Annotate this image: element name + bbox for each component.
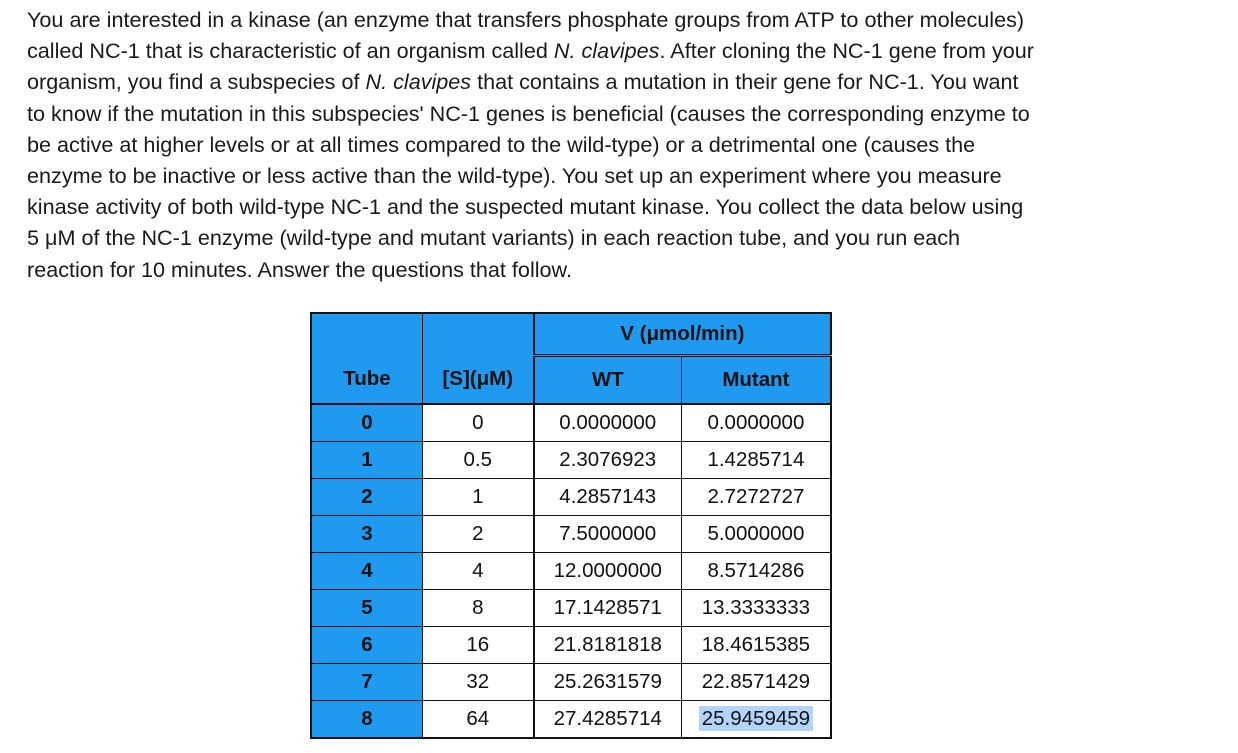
question-text: kinase activity of both wild-type NC-1 and the suspected mutant kinase. You collect the data below using bbox=[27, 194, 1024, 220]
mutant-velocity-cell: 1.4285714 bbox=[681, 442, 831, 479]
table-row bbox=[311, 479, 831, 516]
wt-velocity-cell: 12.0000000 bbox=[534, 553, 682, 590]
tube-cell: 4 bbox=[311, 553, 422, 590]
table-row bbox=[311, 442, 831, 479]
question-paragraph bbox=[27, 4, 1222, 285]
wt-velocity-cell: 21.8181818 bbox=[534, 627, 682, 664]
question-line bbox=[27, 160, 1222, 191]
table-row bbox=[311, 590, 831, 627]
mutant-velocity-cell: 13.3333333 bbox=[681, 590, 831, 627]
question-line bbox=[27, 98, 1222, 129]
question-text: organism, you find a subspecies of bbox=[27, 69, 366, 95]
tube-cell: 3 bbox=[311, 516, 422, 553]
substrate-cell: 8 bbox=[422, 590, 533, 627]
question-line bbox=[27, 129, 1222, 160]
mutant-velocity-cell: 5.0000000 bbox=[681, 516, 831, 553]
mutant-velocity-cell bbox=[681, 701, 831, 739]
question-text: 5 μM of the NC-1 enzyme (wild-type and mutant variants) in each reaction tube, and you run each bbox=[27, 225, 961, 251]
substrate-cell: 0 bbox=[422, 404, 533, 442]
table-row bbox=[311, 701, 831, 739]
question-line bbox=[27, 66, 1222, 97]
tube-cell: 8 bbox=[311, 701, 422, 739]
table-row bbox=[311, 664, 831, 701]
question-line bbox=[27, 191, 1222, 222]
table-row bbox=[311, 627, 831, 664]
question-line bbox=[27, 4, 1222, 35]
question-text: reaction for 10 minutes. Answer the questions that follow. bbox=[27, 256, 572, 282]
tube-header: Tube bbox=[311, 356, 422, 405]
species-name: N. clavipes bbox=[553, 38, 660, 64]
mutant-velocity-cell: 18.4615385 bbox=[681, 627, 831, 664]
question-text: that contains a mutation in their gene for NC-1. You want bbox=[471, 69, 1019, 95]
wt-velocity-cell: 2.3076923 bbox=[534, 442, 682, 479]
species-name: N. clavipes bbox=[365, 69, 472, 95]
question-line bbox=[27, 254, 1222, 285]
mutant-velocity-cell: 0.0000000 bbox=[681, 404, 831, 442]
question-text: . After cloning the NC-1 gene from your bbox=[659, 38, 1034, 64]
table-row bbox=[311, 516, 831, 553]
question-text: to know if the mutation in this subspecies' NC-1 genes is beneficial (causes the corresponding enzyme to bbox=[27, 100, 1030, 126]
mutant-velocity-cell: 22.8571429 bbox=[681, 664, 831, 701]
wt-velocity-cell: 25.2631579 bbox=[534, 664, 682, 701]
tube-cell: 2 bbox=[311, 479, 422, 516]
question-text: called NC-1 that is characteristic of an organism called bbox=[27, 38, 554, 64]
substrate-cell: 16 bbox=[422, 627, 533, 664]
wt-velocity-cell: 4.2857143 bbox=[534, 479, 682, 516]
wt-velocity-cell: 0.0000000 bbox=[559, 411, 657, 434]
mutant-header: Mutant bbox=[681, 356, 831, 405]
tube-cell: 6 bbox=[311, 627, 422, 664]
question-line bbox=[27, 35, 1222, 66]
wt-velocity-cell: 7.5000000 bbox=[534, 516, 682, 553]
question-line bbox=[27, 222, 1222, 253]
substrate-cell: 32 bbox=[422, 664, 533, 701]
table-row bbox=[311, 404, 831, 442]
question-text: enzyme to be inactive or less active than the wild-type). You set up an experiment where you measure bbox=[27, 162, 1002, 188]
wt-header: WT bbox=[534, 356, 682, 405]
substrate-cell: 64 bbox=[422, 701, 533, 739]
wt-velocity-cell: 27.4285714 bbox=[534, 701, 682, 739]
tube-cell: 7 bbox=[311, 664, 422, 701]
substrate-cell: 2 bbox=[422, 516, 533, 553]
substrate-cell: 0.5 bbox=[422, 442, 533, 479]
velocity-group-header: V (μmol/min) bbox=[534, 313, 831, 356]
table-row bbox=[311, 553, 831, 590]
tube-cell: 1 bbox=[311, 442, 422, 479]
kinase-activity-table bbox=[310, 312, 832, 739]
substrate-cell: 1 bbox=[422, 479, 533, 516]
substrate-cell: 4 bbox=[422, 553, 533, 590]
selected-text[interactable]: 25.9459459 bbox=[699, 706, 813, 731]
question-text: You are interested in a kinase (an enzyme that transfers phosphate groups from ATP to other molecules) bbox=[27, 7, 1025, 32]
substrate-header-top bbox=[422, 313, 533, 356]
substrate-header: [S](μM) bbox=[422, 356, 533, 405]
mutant-velocity-cell: 2.7272727 bbox=[681, 479, 831, 516]
tube-header-top bbox=[311, 313, 422, 356]
tube-cell: 0 bbox=[311, 404, 422, 442]
tube-cell: 5 bbox=[311, 590, 422, 627]
wt-velocity-cell: 17.1428571 bbox=[534, 590, 682, 627]
mutant-velocity-cell: 8.5714286 bbox=[681, 553, 831, 590]
question-text: be active at higher levels or at all times compared to the wild-type) or a detrimental one (causes the bbox=[27, 131, 976, 157]
